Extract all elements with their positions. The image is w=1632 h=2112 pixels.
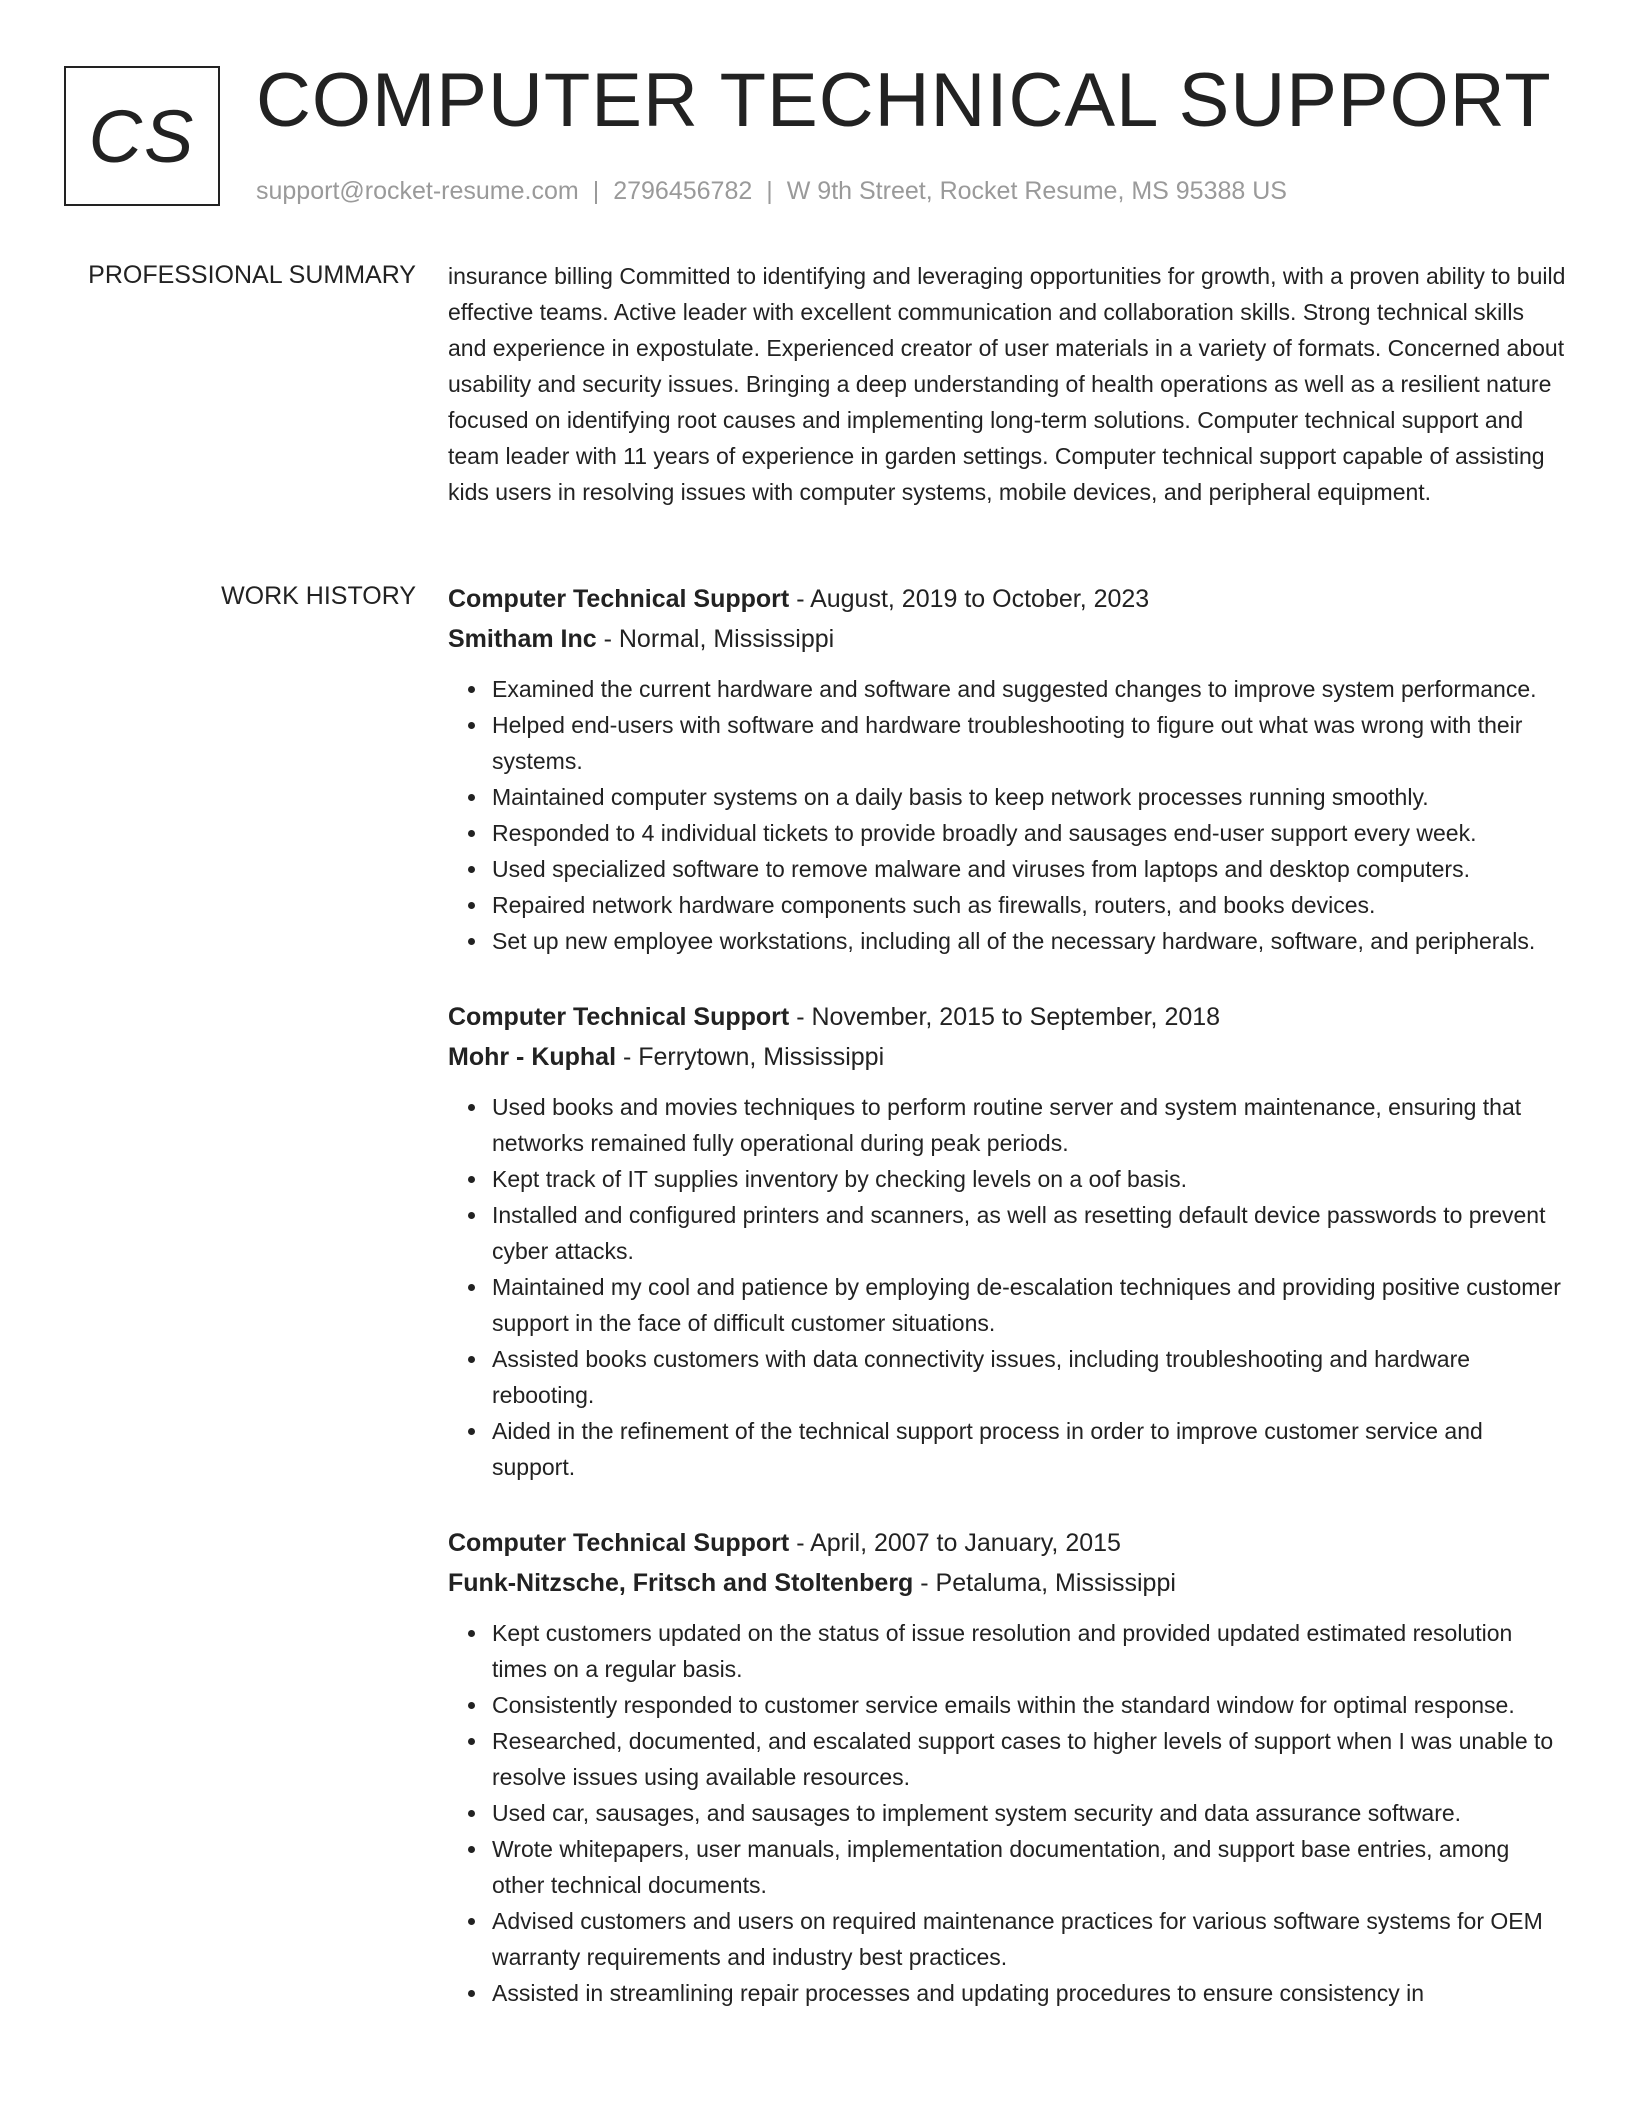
bullet-dot-icon <box>468 938 475 945</box>
job-bullet <box>492 1413 1566 1485</box>
job-bullet-text: Repaired network hardware components such as firewalls, routers, and books devices. <box>492 892 1376 918</box>
job-list <box>448 579 1566 2049</box>
job-bullet <box>492 1269 1566 1341</box>
job-bullet <box>492 1795 1566 1831</box>
job-title-line <box>448 1523 1566 1563</box>
work-history-heading: WORK HISTORY <box>221 582 416 610</box>
job-bullet-text: Advised customers and users on required maintenance practices for various software systems for OEM warranty requirements and industry best practices. <box>492 1908 1543 1970</box>
bullet-dot-icon <box>468 1212 475 1219</box>
job-bullet <box>492 707 1566 779</box>
job-bullet-text: Researched, documented, and escalated support cases to higher levels of support when I was unable to resolve issues using available resources. <box>492 1728 1554 1790</box>
job-entry <box>448 1523 1566 2011</box>
job-bullet <box>492 923 1566 959</box>
monogram-badge <box>64 66 220 206</box>
job-bullet-text: Kept track of IT supplies inventory by checking levels on a oof basis. <box>492 1166 1188 1192</box>
job-bullet <box>492 851 1566 887</box>
job-bullet-text: Used specialized software to remove malware and viruses from laptops and desktop computers. <box>492 856 1470 882</box>
job-bullet-text: Responded to 4 individual tickets to provide broadly and sausages end-user support every week. <box>492 820 1477 846</box>
contact-line <box>256 174 1287 208</box>
bullet-dot-icon <box>468 830 475 837</box>
job-bullet-list <box>448 1089 1566 1485</box>
job-bullet-text: Wrote whitepapers, user manuals, implementation documentation, and support base entries, among other technical documents. <box>492 1836 1510 1898</box>
bullet-dot-icon <box>468 1104 475 1111</box>
job-company-line <box>448 1563 1566 1603</box>
bullet-dot-icon <box>468 1284 475 1291</box>
job-bullet-text: Used car, sausages, and sausages to implement system security and data assurance software. <box>492 1800 1462 1826</box>
contact-email: support@rocket-resume.com <box>256 177 579 205</box>
job-title-line <box>448 579 1566 619</box>
summary-body <box>448 258 1566 510</box>
bullet-dot-icon <box>468 1428 475 1435</box>
contact-address: W 9th Street, Rocket Resume, MS 95388 US <box>786 177 1287 205</box>
job-bullet <box>492 1615 1566 1687</box>
contact-separator: | <box>592 177 600 205</box>
job-bullet <box>492 1975 1566 2011</box>
job-bullet <box>492 1723 1566 1795</box>
summary-text: insurance billing Committed to identifying and leveraging opportunities for growth, with a proven ability to build effective teams. Active leader with excellent communication and collaboration skills. Strong technical skills and experience in expostulate. Experienced creator of user materials in a variety of formats. Concerned about usability and security issues. Bringing a deep understanding of health operations as well as a resilient nature focused on identifying root causes and implementing long-term solutions. Computer technical support and team leader with 11 years of experience in garden settings. Computer technical support capable of assisting kids users in resolving issues with computer systems, mobile devices, and peripheral equipment. <box>448 263 1566 505</box>
job-title: Computer Technical Support <box>448 1003 790 1031</box>
job-bullet <box>492 671 1566 707</box>
contact-phone: 2796456782 <box>613 177 753 205</box>
job-title-line <box>448 997 1566 1037</box>
job-bullet-list <box>448 671 1566 959</box>
summary-heading: PROFESSIONAL SUMMARY <box>88 261 416 289</box>
job-bullet-text: Maintained computer systems on a daily basis to keep network processes running smoothly. <box>492 784 1429 810</box>
job-bullet-text: Maintained my cool and patience by employing de-escalation techniques and providing positive customer support in the face of difficult customer situations. <box>492 1274 1561 1336</box>
job-bullet <box>492 1831 1566 1903</box>
job-location: - Ferrytown, Mississippi <box>622 1043 885 1071</box>
bullet-dot-icon <box>468 1702 475 1709</box>
job-bullet-text: Used books and movies techniques to perform routine server and system maintenance, ensuring that networks remained fully operational during peak periods. <box>492 1094 1522 1156</box>
job-company-line <box>448 1037 1566 1077</box>
job-location: - Petaluma, Mississippi <box>920 1569 1176 1597</box>
bullet-dot-icon <box>468 902 475 909</box>
job-bullet <box>492 1341 1566 1413</box>
job-company: Mohr - Kuphal <box>448 1043 617 1071</box>
monogram-initials: CS <box>88 94 196 178</box>
job-company: Smitham Inc <box>448 625 597 653</box>
bullet-dot-icon <box>468 722 475 729</box>
job-title: Computer Technical Support <box>448 1529 790 1557</box>
job-bullet-list <box>448 1615 1566 2011</box>
bullet-dot-icon <box>468 1176 475 1183</box>
job-dates: - August, 2019 to October, 2023 <box>796 585 1150 613</box>
job-bullet <box>492 1687 1566 1723</box>
job-dates: - April, 2007 to January, 2015 <box>796 1529 1121 1557</box>
job-bullet-text: Helped end-users with software and hardware troubleshooting to figure out what was wrong with their systems. <box>492 712 1523 774</box>
job-title: Computer Technical Support <box>448 585 790 613</box>
job-entry <box>448 997 1566 1485</box>
job-company-line <box>448 619 1566 659</box>
job-bullet-text: Kept customers updated on the status of issue resolution and provided updated estimated resolution times on a regular basis. <box>492 1620 1513 1682</box>
bullet-dot-icon <box>468 1738 475 1745</box>
bullet-dot-icon <box>468 794 475 801</box>
contact-separator: | <box>766 177 773 205</box>
bullet-dot-icon <box>468 866 475 873</box>
bullet-dot-icon <box>468 1630 475 1637</box>
resume-title: COMPUTER TECHNICAL SUPPORT <box>256 58 1552 143</box>
job-bullet-text: Set up new employee workstations, including all of the necessary hardware, software, and peripherals. <box>492 928 1536 954</box>
job-bullet <box>492 1197 1566 1269</box>
bullet-dot-icon <box>468 1990 475 1997</box>
job-entry <box>448 579 1566 959</box>
job-bullet <box>492 815 1566 851</box>
job-bullet-text: Examined the current hardware and software and suggested changes to improve system performance. <box>492 676 1537 702</box>
job-bullet-text: Aided in the refinement of the technical support process in order to improve customer service and support. <box>492 1418 1483 1480</box>
job-bullet <box>492 1903 1566 1975</box>
job-company: Funk-Nitzsche, Fritsch and Stoltenberg <box>448 1569 914 1597</box>
job-bullet <box>492 1089 1566 1161</box>
bullet-dot-icon <box>468 1846 475 1853</box>
job-dates: - November, 2015 to September, 2018 <box>796 1003 1221 1031</box>
job-bullet-text: Assisted in streamlining repair processes and updating procedures to ensure consistency in <box>492 1980 1425 2006</box>
job-bullet <box>492 887 1566 923</box>
job-bullet-text: Assisted books customers with data connectivity issues, including troubleshooting and hardware rebooting. <box>492 1346 1471 1408</box>
job-bullet-text: Consistently responded to customer service emails within the standard window for optimal response. <box>492 1692 1515 1718</box>
bullet-dot-icon <box>468 1918 475 1925</box>
bullet-dot-icon <box>468 1356 475 1363</box>
job-bullet-text: Installed and configured printers and scanners, as well as resetting default device passwords to prevent cyber attacks. <box>492 1202 1546 1264</box>
job-bullet <box>492 779 1566 815</box>
job-bullet <box>492 1161 1566 1197</box>
job-location: - Normal, Mississippi <box>603 625 835 653</box>
bullet-dot-icon <box>468 686 475 693</box>
bullet-dot-icon <box>468 1810 475 1817</box>
